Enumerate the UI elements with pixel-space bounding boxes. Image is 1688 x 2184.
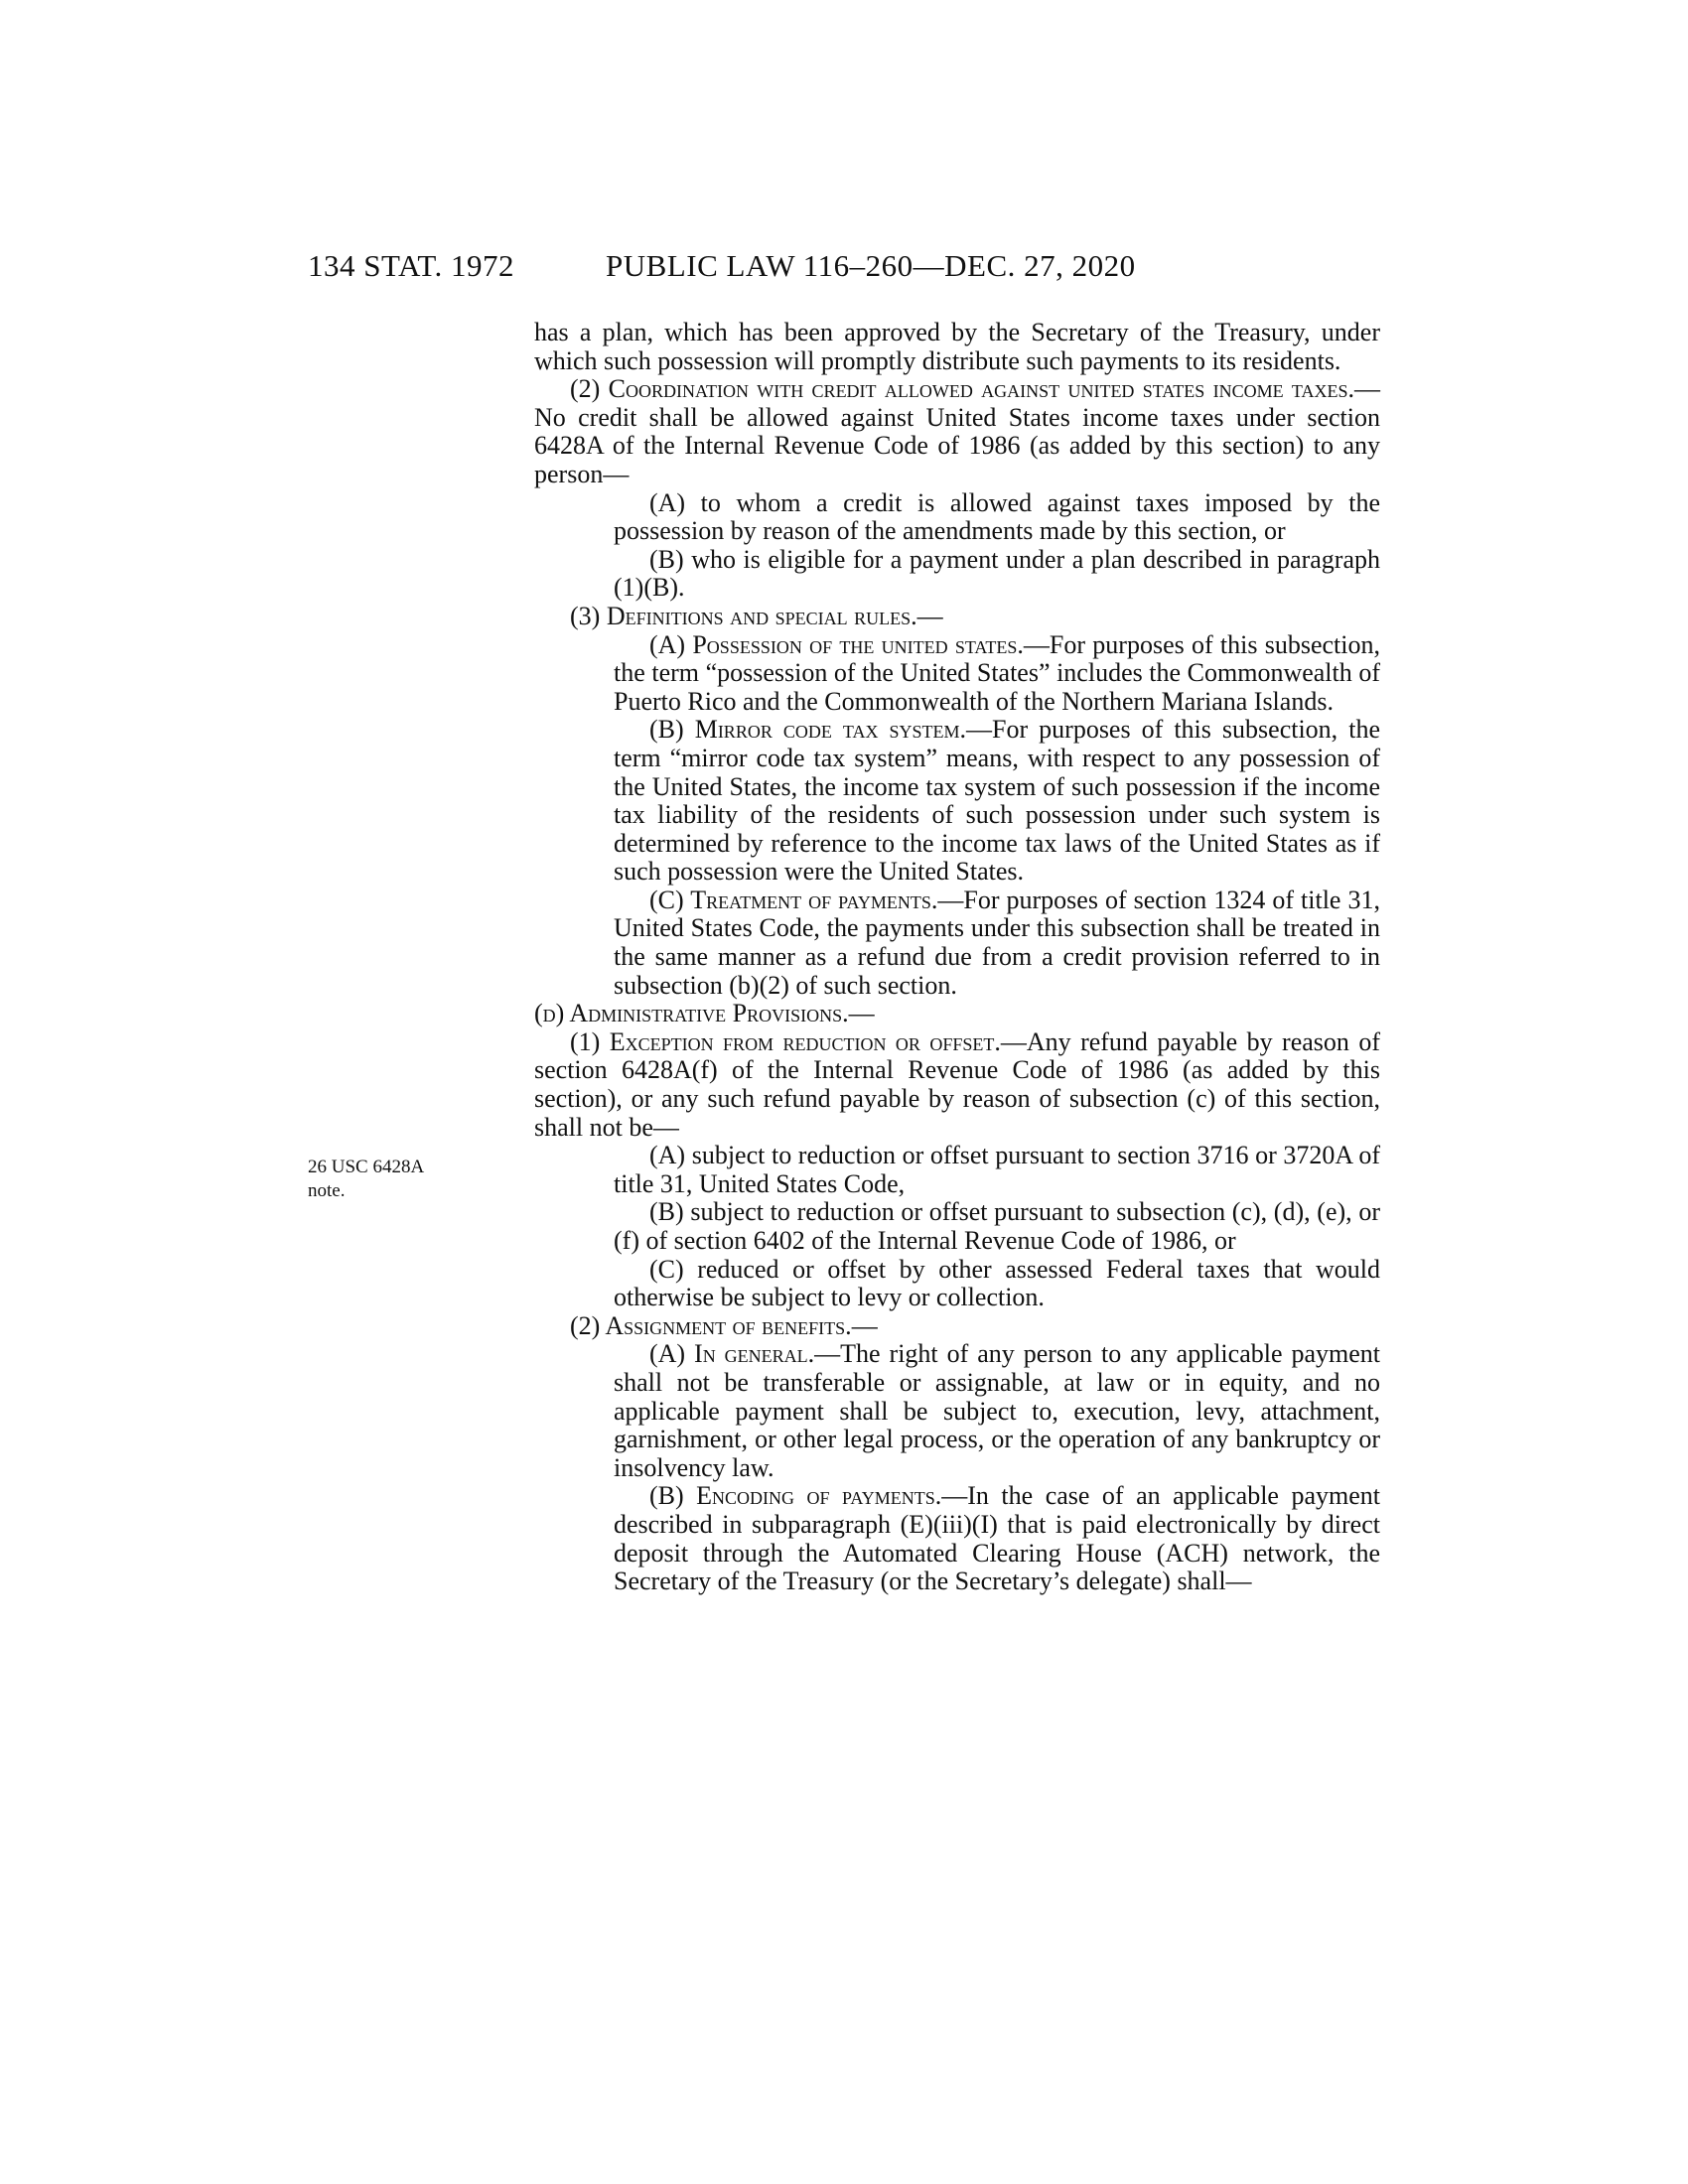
paragraph-text: (C) reduced or offset by other assessed Federal taxes that would otherwise be subject to levy or collection. [614, 1254, 1380, 1312]
paragraph [534, 1198, 1380, 1255]
margin-note-citation: 26 USC 6428A [308, 1157, 425, 1177]
paragraph-heading: (2) Coordination with credit allowed against united states income taxes. [570, 374, 1354, 404]
paragraph [534, 716, 1380, 887]
paragraph-heading: (A) Possession of the united states. [649, 629, 1024, 659]
paragraph-text: (A) subject to reduction or offset pursuant to section 3716 or 3720A of title 31, United States Code, [614, 1141, 1380, 1198]
paragraph-text: —No credit shall be allowed against United States income taxes under section 6428A of the Internal Revenue Code of 1986 (as added by this section) to any person— [534, 374, 1380, 488]
paragraph [534, 603, 1380, 631]
paragraph-text: has a plan, which has been approved by the Secretary of the Treasury, under which such possession will promptly distribute such payments to its residents. [534, 318, 1380, 375]
paragraph-text: (B) who is eligible for a payment under a plan described in paragraph (1)(B). [614, 544, 1380, 603]
statute-body [534, 319, 1380, 1596]
margin-note [308, 1156, 487, 1203]
header-title: PUBLIC LAW 116–260—DEC. 27, 2020 [606, 248, 1136, 283]
paragraph [534, 1312, 1380, 1341]
paragraph [534, 887, 1380, 1000]
paragraph [534, 1482, 1380, 1595]
paragraph-heading: (1) Exception from reduction or offset. [570, 1026, 1001, 1056]
paragraph [534, 546, 1380, 603]
paragraph [534, 375, 1380, 488]
paragraph-text: (A) to whom a credit is allowed against taxes imposed by the possession by reason of the amendments made by this section, or [614, 487, 1380, 546]
paragraph [534, 319, 1380, 375]
paragraph [534, 631, 1380, 717]
paragraph-text: — [851, 1310, 878, 1340]
paragraph-text: —The right of any person to any applicable payment shall not be transferable or assignable, at law or in equity, and no applicable payment shall be subject to, execution, levy, attachment, garnishment, or other legal process, or the operation of any bankruptcy or insolvency law. [614, 1339, 1380, 1482]
paragraph-heading: (d) Administrative Provisions. [534, 999, 849, 1028]
paragraph-text: —For purposes of this subsection, the term “possession of the United States” includes the Commonwealth of Puerto Rico and the Commonwealth of the Northern Mariana Islands. [614, 629, 1380, 716]
section-heading [534, 1000, 1380, 1028]
paragraph [534, 1340, 1380, 1482]
paragraph-heading: (B) Mirror code tax system. [649, 715, 966, 745]
paragraph [534, 1142, 1380, 1198]
paragraph-text: —In the case of an applicable payment described in subparagraph (E)(iii)(I) that is paid electronically by direct deposit through the Automated Clearing House (ACH) network, the Secretary of the Treasury (or the Secretary’s delegate) shall— [614, 1481, 1380, 1596]
paragraph-text: —For purposes of this subsection, the term “mirror code tax system” means, with respect to any possession of the United States, the income tax system of such possession if the income tax liability of the residents of such possession under such system is determined by reference to the income tax laws of the United States as if such possession were the United States. [614, 715, 1380, 887]
paragraph-heading: (2) Assignment of benefits. [570, 1310, 852, 1340]
paragraph [534, 1028, 1380, 1142]
paragraph-text: —For purposes of section 1324 of title 31, United States Code, the payments under this subsection shall be treated in the same manner as a refund due from a credit provision referred to in subsection (b)(2) of such section. [614, 885, 1380, 1000]
running-header [308, 246, 1221, 286]
paragraph-heading: (3) Definitions and special rules. [570, 601, 917, 630]
paragraph-heading: (A) In general. [649, 1339, 815, 1369]
paragraph [534, 489, 1380, 546]
paragraph [534, 1256, 1380, 1312]
paragraph-text: — [848, 999, 875, 1028]
paragraph-heading: (B) Encoding of payments. [649, 1481, 942, 1511]
margin-note-label: note. [308, 1180, 346, 1201]
paragraph-text: —Any refund payable by reason of section 6428A(f) of the Internal Revenue Code of 1986 (as added by this section), or any such refund payable by reason of subsection (c) of this section, shall not be— [534, 1026, 1380, 1142]
paragraph-text: (B) subject to reduction or offset pursuant to subsection (c), (d), (e), or (f) of section 6402 of the Internal Revenue Code of 1986, or [614, 1197, 1380, 1255]
stat-page-number: 134 STAT. 1972 [308, 248, 515, 283]
paragraph-heading: (C) Treatment of payments. [649, 885, 938, 914]
paragraph-text: — [916, 601, 943, 630]
